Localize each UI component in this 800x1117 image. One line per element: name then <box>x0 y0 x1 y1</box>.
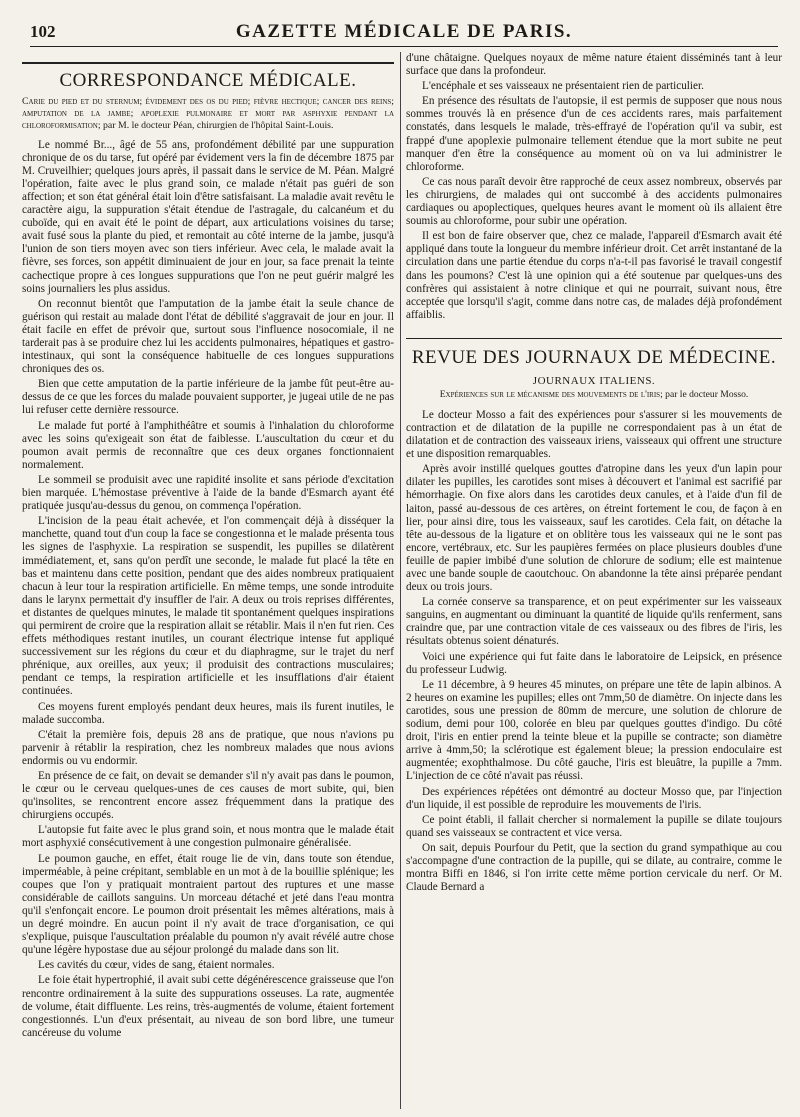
right-column <box>406 52 782 1109</box>
article-byline: par le docteur Mosso. <box>665 388 749 400</box>
review-body <box>406 409 782 894</box>
review-paragraph: La cornée conserve sa transparence, et on peut expérimenter sur les vaisseaux sanguins, en augmentant ou diminuant la quantité de liquide qu'ils renferment, sans craindre que, par une contraction vitale de ces vaisseaux ou des fibres de l'iris, les résultats obtenus soient dénaturés. <box>406 596 782 648</box>
correspondence-body <box>22 139 394 1040</box>
review-paragraph: Le docteur Mosso a fait des expériences pour s'assurer si les mouvements de contraction et de dilatation de la pupille ne correspondaient pas à un état de dilatation et de contraction des vaisseaux iriens, vaisseaux qui offrent une structure et une disposition remarquables. <box>406 408 782 461</box>
page-header <box>30 20 778 47</box>
headnote-topics: Carie du pied et du sternum; évidement des os du pied; fièvre hectique; cancer des reins; amputation de la jambe; apoplexie pulmonaire et mort par asphyxie pendant la chloroformisation; <box>22 96 394 132</box>
article-heading <box>406 389 782 401</box>
correspondence-paragraph: Le sommeil se produisit avec une rapidité insolite et sans période d'excitation bien marquée. L'hémostase préventive à l'aide de la bande d'Esmarch ayant été pratiquée jusqu'au-dessus du genou, on commença l'opération. <box>22 473 394 513</box>
correspondence-title: CORRESPONDANCE MÉDICALE. <box>22 62 394 92</box>
continuation-paragraph: Ce cas nous paraît devoir être rapproché de ceux assez nombreux, observés par les chirurgiens, de malades qui ont succombé à des accidents pulmonaires cardiaques ou apoplectiques, quelques heures avant le moment où ils allaient être soumis au chloroforme, pour subir une opération. <box>406 175 782 228</box>
left-column <box>22 52 394 1109</box>
correspondence-paragraph: C'était la première fois, depuis 28 ans de pratique, que nous n'avions pu parvenir à rétablir la respiration, chez les nombreux malades que nous avions endormis ou vu endormir. <box>22 728 394 767</box>
continuation-paragraph: En présence des résultats de l'autopsie, il est permis de supposer que nous nous sommes trouvés là en présence d'un de ces accidents rares, mais parfaitement constatés, dans lesquels le malade, très-effrayé de l'opération qu'il va subir, est frappé d'une apoplexie pulmonaire tellement étendue que la mort subite ne peut manquer d'en être la conséquence au moment où on va lui administrer le chloroforme. <box>406 95 782 173</box>
review-paragraph: Le 11 décembre, à 9 heures 45 minutes, on prépare une tête de lapin albinos. A 2 heures on examine les pupilles; elles ont 7mm,50 de diamètre. On injecte dans les carotides, sous une pression de 80mm de mercure, une solution de chlorure de sodium, demi pour 100, colorée en bleu par quelques gouttes d'indigo. Du côté droit, l'iris en entier prend la teinte bleue et la pupille se contracte; son diamètre arrive à 4mm,50; la sclérotique est également bleue; la pression endoculaire est augmentée; exophthalmose. Du côté gauche, l'iris est bleuâtre, la pupille a 7mm. L'injection de ce côté n'avait pas réussi. <box>406 678 782 783</box>
correspondence-paragraph: Le poumon gauche, en effet, était rouge lie de vin, dans toute son étendue, imperméable, à peine crépitant, semblable en un mot à de la bouillie splénique; les coupes que l'on y pratiquait montraient partout des ruptures et une masse considérable de caillots sanguins. Un morceau détaché et jeté dans l'eau montra qu'il s'enfonçait encore. Le poumon droit présentait les mêmes altérations, mais à un degré moindre. En aucun point il n'y avait de trace d'organisation, ce qui s'explique, puisque l'auscultation préalable du poumon n'y avait révélé autre chose qu'une légère hypostase due au séjour prolongé du malade dans son lit. <box>22 852 394 957</box>
continuation-paragraph: Il est bon de faire observer que, chez ce malade, l'appareil d'Esmarch avait été appliqué dans toute la longueur du membre inférieur droit. Cet arrêt instantané de la circulation dans une partie étendue du corps n'a-t-il pas favorisé le travail congestif dans les poumons? C'est là une opinion qui a été soutenue par quelques-uns des confrères qui assistaient à notre clinique et qui ne pourrait, suivant nous, être acceptée que lorsqu'il s'agit, comme dans notre cas, de malades déjà profondément affaiblis. <box>406 230 782 321</box>
review-paragraph: Ce point établi, il fallait chercher si normalement la pupille se dilate toujours quand ses vaisseaux se contractent et vice versa. <box>406 813 782 839</box>
correspondence-paragraph: L'autopsie fut faite avec le plus grand soin, et nous montra que le malade était mort asphyxié consécutivement à une congestion pulmonaire généralisée. <box>22 824 394 850</box>
correspondence-paragraph: Bien que cette amputation de la partie inférieure de la jambe fût peut-être au-dessus de ce que les forces du malade pouvaient supporter, je jugeai utile de ne pas lui refuser cette dernière ressource. <box>22 378 394 417</box>
page-number: 102 <box>30 22 56 41</box>
continuation-paragraph: d'une châtaigne. Quelques noyaux de même nature étaient disséminés tant à leur surface que dans la profondeur. <box>406 52 782 78</box>
correspondence-paragraph: L'incision de la peau était achevée, et l'on commençait déjà à disséquer la manchette, quand tout d'un coup la face se congestionna et le malade présenta tous les signes de l'asphyxie. La respiration se suspendit, les pupilles se dilatèrent immédiatement, et, sans qu'on perdît une seconde, le malade fut placé la tête en bas et maintenu dans cette position, pendant que des aides nombreux pratiquaient chacun à leur tour la respiration artificielle. En même temps, une sonde introduite dans le larynx permettait d'y insuffler de l'air. A deux ou trois reprises différentes, et distantes de quelques minutes, le malade tit spontanément quelques inspirations qui permirent de croire que la respiration allait se rétablir. Mais il n'en fut rien. Ces effets méthodiques restant inutiles, un courant électrique intense fut appliqué successivement sur les régions du cœur et du diaphragme, sur le trajet du nerf phrénique, aux oreilles, aux yeux; il produisit des contractions musculaires; pendant ce temps, la respiration artificielle et les insufflations d'air étaient continuées. <box>22 515 394 698</box>
journal-title: GAZETTE MÉDICALE DE PARIS. <box>235 21 573 42</box>
continuation-paragraph: L'encéphale et ses vaisseaux ne présentaient rien de particulier. <box>422 80 704 93</box>
review-paragraph: Des expériences répétées ont démontré au docteur Mosso que, par l'injection d'un liquide, il est possible de reproduire les mouvements de l'iris. <box>406 785 782 811</box>
review-subhead: JOURNAUX ITALIENS. <box>532 374 656 387</box>
column-divider <box>400 52 401 1109</box>
review-title: REVUE DES JOURNAUX DE MÉDECINE. <box>406 338 782 369</box>
headnote-byline: par M. le docteur Péan, chirurgien de l'hôpital Saint-Louis. <box>103 120 334 132</box>
correspondence-paragraph: Le foie était hypertrophié, il avait subi cette dégénérescence graisseuse que l'on rencontre ordinairement à la suite des suppurations osseuses. La rate, augmentée de volume, était diffluente. Les reins, très-augmentés de volume, étaient fortement congestionnés. L'un d'eux présentait, au niveau de son bord libre, une tumeur cancéreuse du volume <box>22 974 394 1039</box>
continuation-body <box>406 52 782 322</box>
review-paragraph: On sait, depuis Pourfour du Petit, que la section du grand sympathique au cou s'accompagne d'une contraction de la pupille, qui se dilate, au contraire, comme le montra Biffi en 1846, si l'on irrite cette même portion cervicale du nerf. Or M. Claude Bernard a <box>406 841 782 894</box>
correspondence-paragraph: En présence de ce fait, on devait se demander s'il n'y avait pas dans le poumon, le cœur ou le cerveau quelques-unes de ces causes de mort subite, qui, bien qu'insolites, se rencontrent encore assez fréquemment dans la pratique des chirurgiens occupés. <box>22 770 394 822</box>
correspondence-paragraph: Ces moyens furent employés pendant deux heures, mais ils furent inutiles, le malade succomba. <box>22 700 394 726</box>
correspondence-paragraph: Le nommé Br..., âgé de 55 ans, profondément débilité par une suppuration chronique de os du tarse, fut opéré par évidement vers la fin de décembre 1875 par M. Cruveilhier; quelques jours après, il passait dans le service de M. Péan. Malgré l'opération, faite avec le plus grand soin, ce malade n'était pas guéri de son affection; et son état général était loin d'être satisfaisant. La maladie avait revêtu le caractère aigu, la suppuration s'était étendue de l'astragale, du calcanéum et du cuboïde, qui en avait été le point de départ, aux articulations voisines du tarse; avait fusé sous la plante du pied, et remontait au côté interne de la jambe, jusqu'à l'union de son tiers moyen avec son tiers inférieur. Avec cela, le malade avait la fièvre, ses forces, son appétit diminuaient de jour en jour, sa face prenait la teinte cachectique propre à ces longues suppurations que l'on ne peut guérir malgré les soins journaliers les plus assidus. <box>22 138 394 295</box>
correspondence-paragraph: Le malade fut porté à l'amphithéâtre et soumis à l'inhalation du chloroforme avec les soins qu'exigeait son état de faiblesse. L'auscultation du cœur et du poumon avait permis de reconnaître que ces deux organes fonctionnaient normalement. <box>22 419 394 471</box>
correspondence-paragraph: Les cavités du cœur, vides de sang, étaient normales. <box>38 959 275 972</box>
article-title: Expériences sur le mécanisme des mouvements de l'iris; <box>439 388 663 400</box>
correspondence-paragraph: On reconnut bientôt que l'amputation de la jambe était la seule chance de guérison qui restait au malade dont l'état de débilité s'aggravait de jour en jour. Il était facile en effet de prévoir que, surtout sous l'influence nosocomiale, il ne tarderait pas à se produire chez lui les accidents pulmonaires, hépatiques et gastro-intestinaux, qui sont la conséquence habituelle de ces longues suppurations chroniques des os. <box>22 297 394 376</box>
review-paragraph: Voici une expérience qui fut faite dans le laboratoire de Leipsick, en présence du professeur Ludwig. <box>406 650 782 676</box>
review-paragraph: Après avoir instillé quelques gouttes d'atropine dans les yeux d'un lapin pour dilater les pupilles, les carotides sont mises à découvert et l'animal est sacrifié par hémorrhagie. On fixe alors dans les carotides deux canules, et à l'aide d'un fil de laiton, passé au-dessous de ces artères, on étreint fortement le cou, de façon à en lier, pour ainsi dire, tous les vaisseaux, sauf les carotides. Cela fait, on détache la tête au-dessous de la ligature et on oblitère tous les vaisseaux qui ne le sont pas encore, vertébraux, etc. Sur les paupières fermées on place plusieurs doubles d'une feuille de papier imbibé d'une solution de chlorure de sodium; elle est maintenue avec une bande souple de caoutchouc. On abandonne la tête ainsi préparée pendant deux ou trois jours. <box>406 463 782 594</box>
correspondence-headnote <box>22 96 394 133</box>
